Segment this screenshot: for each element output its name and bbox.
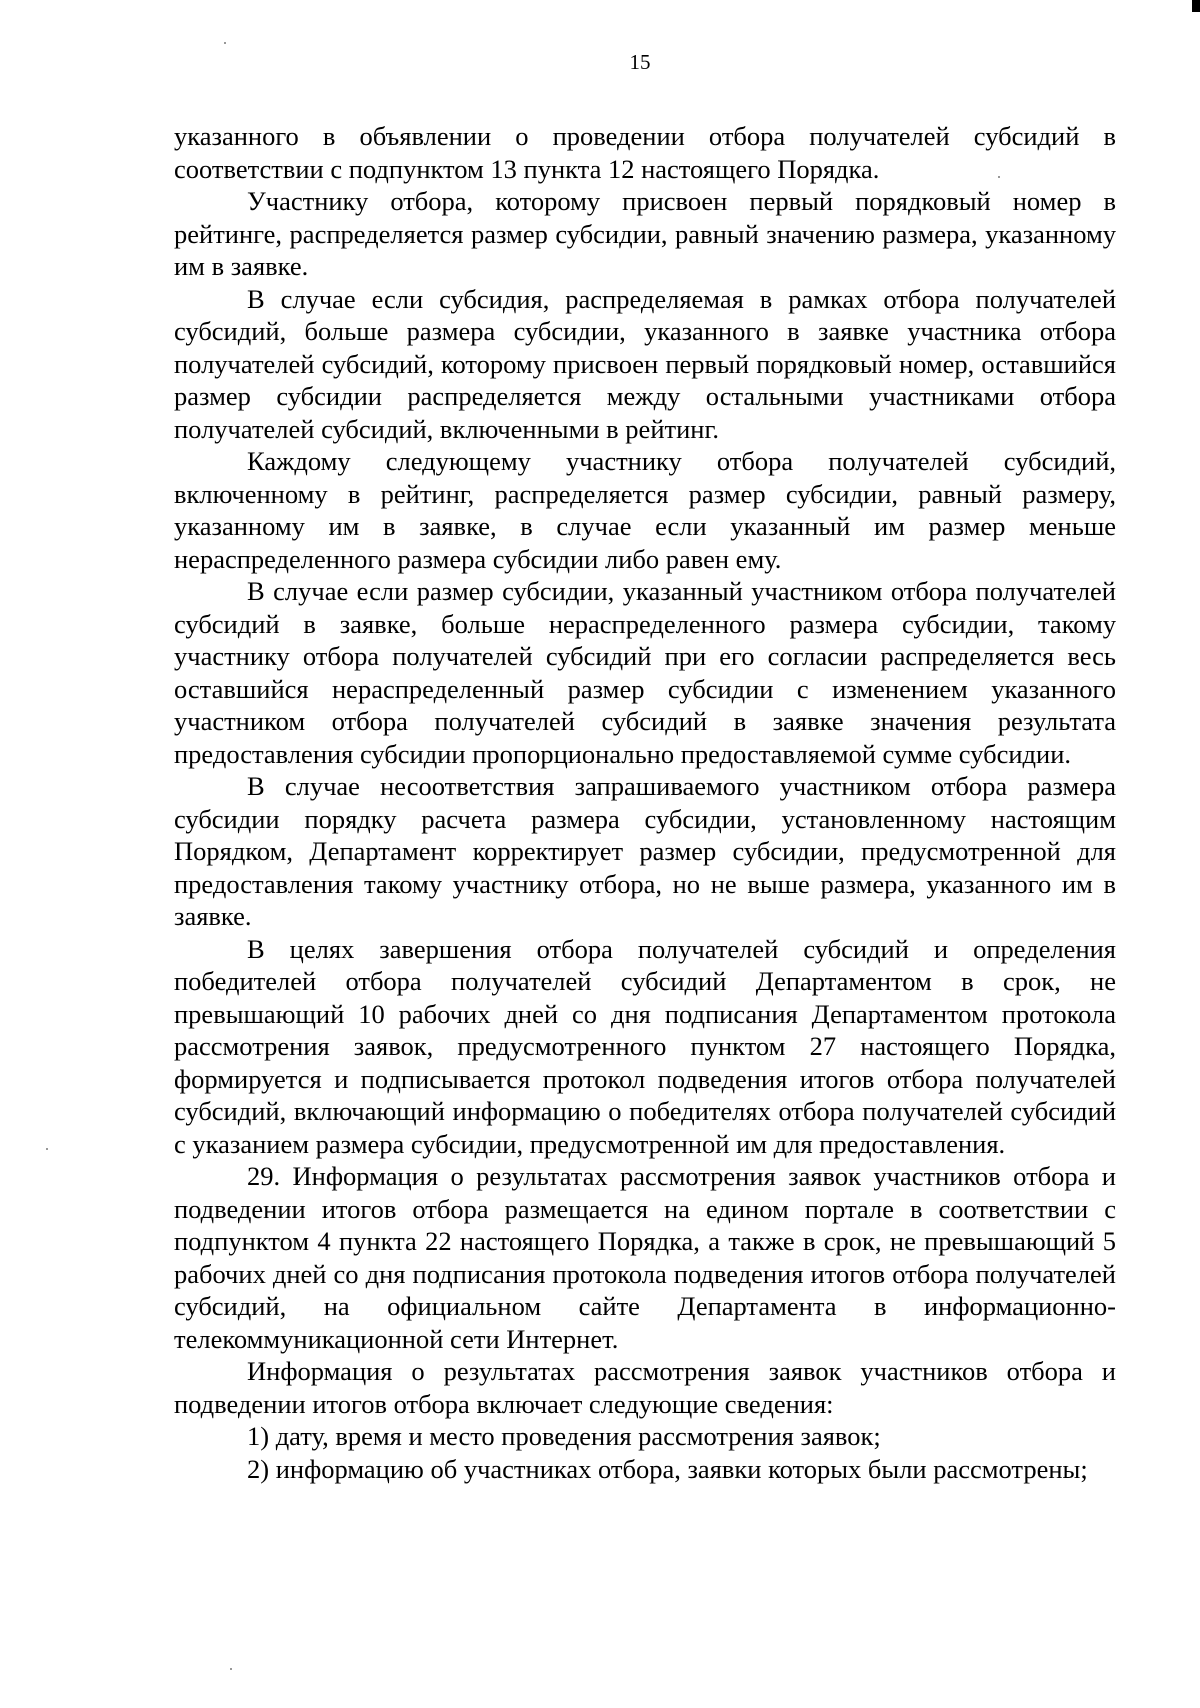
paragraph: Информация о результатах рассмотрения заявок участников отбора и подведении итогов отбора включает следующие сведения: xyxy=(174,1356,1116,1419)
paragraph-item-29: 29. Информация о результатах рассмотрения заявок участников отбора и подведении итогов отбора размещается на едином портале в соответствии с подпунктом 4 пункта 22 настоящего Порядка, а также в срок, не превышающий 5 рабочих дней со дня подписания протокола подведения итогов отбора получателей субсидий, на официальном сайте Департамента в информационно-телекоммуникационной сети Интернет. xyxy=(174,1161,1116,1354)
paragraph: В случае если субсидия, распределяемая в рамках отбора получателей субсидий, больше размера субсидии, указанного в заявке участника отбора получателей субсидий, которому присвоен первый порядковый номер, оставшийся размер субсидии распределяется между остальными участниками отбора получателей субсидий, включенными в рейтинг. xyxy=(174,283,1116,444)
list-item: 2) информацию об участниках отбора, заявки которых были рассмотрены; xyxy=(247,1453,1088,1484)
scan-speck xyxy=(224,42,226,44)
scan-speck xyxy=(46,1148,48,1150)
paragraph: Каждому следующему участнику отбора получателей субсидий, включенному в рейтинг, распределяется размер субсидии, равный размеру, указанному им в заявке, в случае если указанный им размер меньше нераспределенного размера субсидии либо равен ему. xyxy=(174,446,1116,574)
list-item: 1) дату, время и место проведения рассмотрения заявок; xyxy=(247,1421,881,1451)
paragraph: В случае несоответствия запрашиваемого участником отбора размера субсидии порядку расчета размера субсидии, установленному настоящим Порядком, Департамент корректирует размер субсидии, предусмотренной для предоставления такому участнику отбора, но не выше размера, указанного им в заявке. xyxy=(174,771,1116,931)
paragraph: В целях завершения отбора получателей субсидий и определения победителей отбора получателей субсидий Департаментом в срок, не превышающий 10 рабочих дней со дня подписания Департаментом протокола рассмотрения заявок, предусмотренного пунктом 27 настоящего Порядка, формируется и подписывается протокол подведения итогов отбора получателей субсидий, включающий информацию о победителях отбора получателей субсидий с указанием размера субсидии, предусмотренной им для предоставления. xyxy=(174,933,1116,1159)
paragraph: В случае если размер субсидии, указанный участником отбора получателей субсидий в заявке, больше нераспределенного размера субсидии, такому участнику отбора получателей субсидий при его согласии распределяется весь оставшийся нераспределенный размер субсидии с изменением указанного участником отбора получателей субсидий в заявке значения результата предоставления субсидии пропорционально предоставляемой сумме субсидии. xyxy=(174,576,1116,769)
scan-corner-mark xyxy=(1192,0,1200,12)
document-body xyxy=(174,120,1116,1485)
paragraph: указанного в объявлении о проведении отбора получателей субсидий в соответствии с подпунктом 13 пункта 12 настоящего Порядка. xyxy=(174,121,1116,184)
paragraph: Участнику отбора, которому присвоен первый порядковый номер в рейтинге, распределяется размер субсидии, равный значению размера, указанному им в заявке. xyxy=(174,186,1116,281)
page-number: 15 xyxy=(629,50,651,74)
scan-speck xyxy=(230,1668,232,1670)
